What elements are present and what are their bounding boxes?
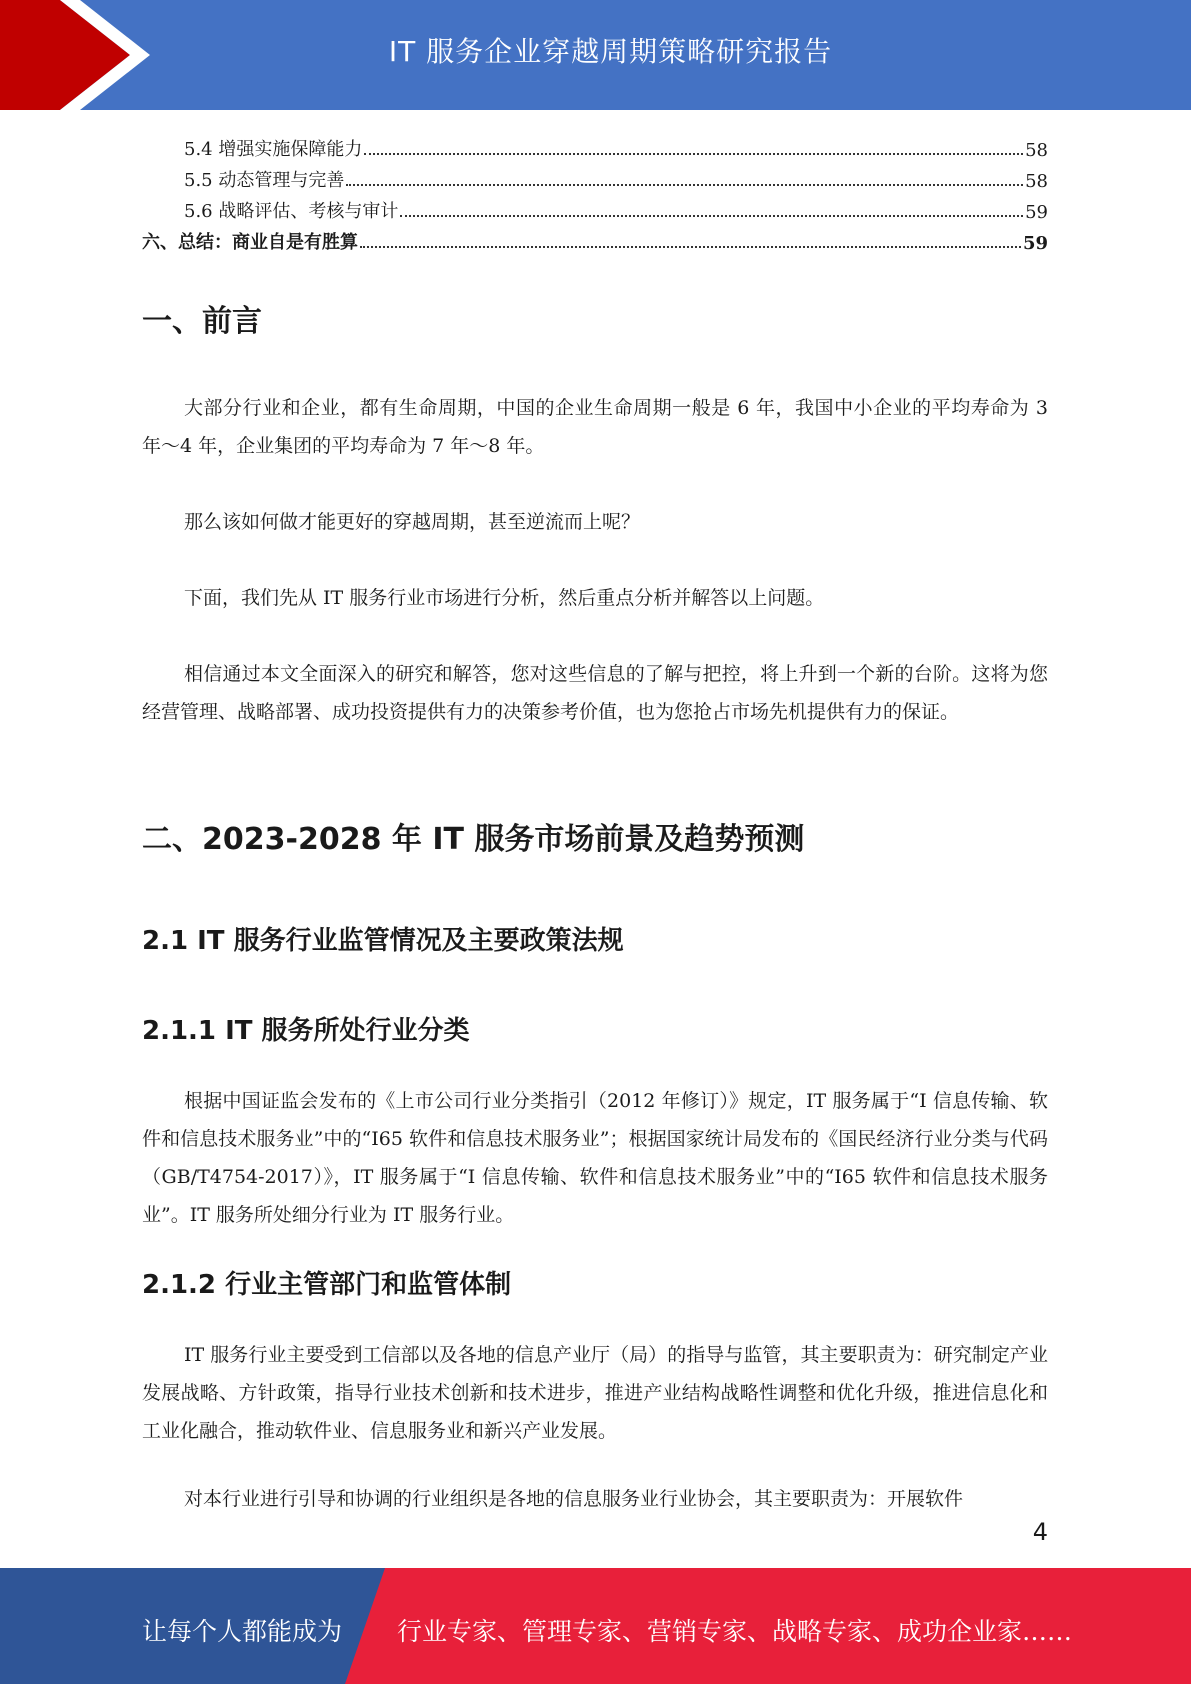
paragraph: 那么该如何做才能更好的穿越周期，甚至逆流而上呢？ <box>184 511 641 533</box>
page-header <box>0 0 1191 110</box>
paragraph: 下面，我们先从 IT 服务行业市场进行分析，然后重点分析并解答以上问题。 <box>184 587 825 609</box>
toc-entry-label: 5.6 战略评估、考核与审计 <box>184 201 399 222</box>
subsection-heading: 2.1.2 行业主管部门和监管体制 <box>142 1270 512 1300</box>
toc-leader-dots <box>346 184 1023 186</box>
toc-entry[interactable] <box>142 223 1048 254</box>
subsection-heading: 2.1.1 IT 服务所处行业分类 <box>142 1016 470 1046</box>
paragraph: IT 服务行业主要受到工信部以及各地的信息产业厅（局）的指导与监管，其主要职责为：研究制定产业发展战略、方针政策，指导行业技术创新和技术进步，推进产业结构战略性调整和优化升级，推进信息化和工业化融合，推动软件业、信息服务业和新兴产业发展。 <box>142 1344 1048 1442</box>
toc-leader-dots <box>364 153 1023 155</box>
paragraph: 对本行业进行引导和协调的行业组织是各地的信息服务业行业协会，其主要职责为：开展软件 <box>184 1488 964 1510</box>
table-of-contents <box>142 130 1048 254</box>
section-heading-market-outlook: 二、2023-2028 年 IT 服务市场前景及趋势预测 <box>142 822 805 857</box>
toc-entry-page: 59 <box>1022 233 1048 254</box>
page-number: 4 <box>1032 1518 1048 1546</box>
toc-entry-label: 5.4 增强实施保障能力 <box>184 139 363 160</box>
header-title: IT 服务企业穿越周期策略研究报告 <box>388 35 833 68</box>
paragraph: 相信通过本文全面深入的研究和解答，您对这些信息的了解与把控，将上升到一个新的台阶。这将为您经营管理、战略部署、成功投资提供有力的决策参考价值，也为您抢占市场先机提供有力的保证。 <box>142 663 1048 723</box>
paragraph: 根据中国证监会发布的《上市公司行业分类指引（2012 年修订）》规定，IT 服务属于“I 信息传输、软件和信息技术服务业”中的“I65 软件和信息技术服务业”；根据国家统计局发布的《国民经济行业分类与代码（GB/T4754-2017）》，IT 服务属于“I 信息传输、软件和信息技术服务业”中的“I65 软件和信息技术服务业”。IT 服务所处细分行业为 IT 服务行业。 <box>142 1090 1048 1226</box>
paragraph: 大部分行业和企业，都有生命周期，中国的企业生命周期一般是 6 年，我国中小企业的平均寿命为 3 年～4 年，企业集团的平均寿命为 7 年～8 年。 <box>142 397 1048 457</box>
footer-slogan-right: 行业专家、管理专家、营销专家、战略专家、成功企业家…… <box>397 1617 1073 1646</box>
toc-entry-page: 58 <box>1025 171 1048 192</box>
toc-entry-page: 58 <box>1025 140 1048 161</box>
toc-entry[interactable] <box>142 130 1048 161</box>
toc-entry-page: 59 <box>1025 202 1048 223</box>
toc-leader-dots <box>400 215 1023 217</box>
section-heading-preface: 一、前言 <box>142 304 262 339</box>
toc-entry-label: 六、总结：商业自是有胜算 <box>142 232 358 253</box>
footer-slogan-left: 让每个人都能成为 <box>142 1617 343 1646</box>
subsection-heading: 2.1 IT 服务行业监管情况及主要政策法规 <box>142 926 624 956</box>
toc-entry[interactable] <box>142 161 1048 192</box>
toc-leader-dots <box>360 246 1021 248</box>
toc-entry[interactable] <box>142 192 1048 223</box>
page-footer <box>0 1568 1191 1684</box>
toc-entry-label: 5.5 动态管理与完善 <box>184 170 345 191</box>
